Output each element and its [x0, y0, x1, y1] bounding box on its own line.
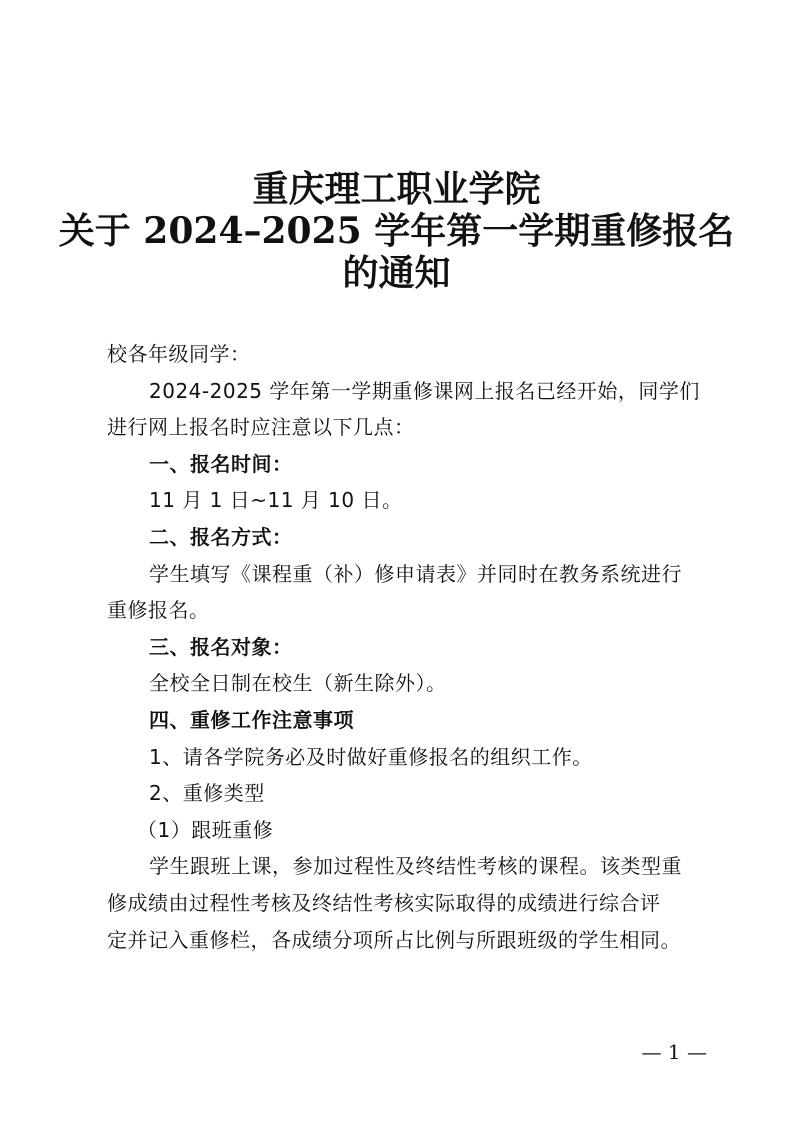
paragraph-line-1: 学生跟班上课，参加过程性及终结性考核的课程。该类型重: [149, 854, 682, 879]
section-heading-notes: 四、重修工作注意事项: [149, 707, 354, 732]
registration-time-text: 11 月 1 日~11 月 10 日。: [149, 488, 403, 513]
section-heading-registration-method: 二、报名方式：: [149, 524, 293, 549]
intro-line-1: 2024-2025 学年第一学期重修课网上报名已经开始，同学们: [149, 378, 700, 403]
paragraph-line-3: 定并记入重修栏，各成绩分项所占比例与所跟班级的学生相同。: [107, 927, 681, 952]
section-heading-registration-target: 三、报名对象：: [149, 634, 293, 659]
salutation: 校各年级同学：: [107, 342, 251, 366]
notes-item-2: 2、重修类型: [149, 781, 265, 806]
document-title: [0, 168, 793, 294]
document-body: [107, 336, 707, 958]
section-heading-registration-time: 一、报名时间：: [149, 451, 293, 476]
intro-line-2: 进行网上报名时应注意以下几点：: [107, 415, 415, 440]
notes-item-1: 1、请各学院务必及时做好重修报名的组织工作。: [149, 744, 593, 769]
registration-method-line-2: 重修报名。: [107, 598, 210, 623]
notes-item-2-sub-1: （1）跟班重修: [137, 817, 274, 842]
title-line-3: 的通知: [342, 252, 451, 294]
page-number: — 1 —: [641, 1040, 707, 1064]
paragraph-line-2: 修成绩由过程性考核及终结性考核实际取得的成绩进行综合评: [107, 890, 661, 915]
registration-target-text: 全校全日制在校生（新生除外）。: [149, 671, 447, 696]
title-line-1: 重庆理工职业学院: [252, 168, 541, 210]
title-line-2: 关于 2024–2025 学年第一学期重修报名: [58, 210, 735, 252]
registration-method-line-1: 学生填写《课程重（补）修申请表》并同时在教务系统进行: [149, 561, 682, 586]
